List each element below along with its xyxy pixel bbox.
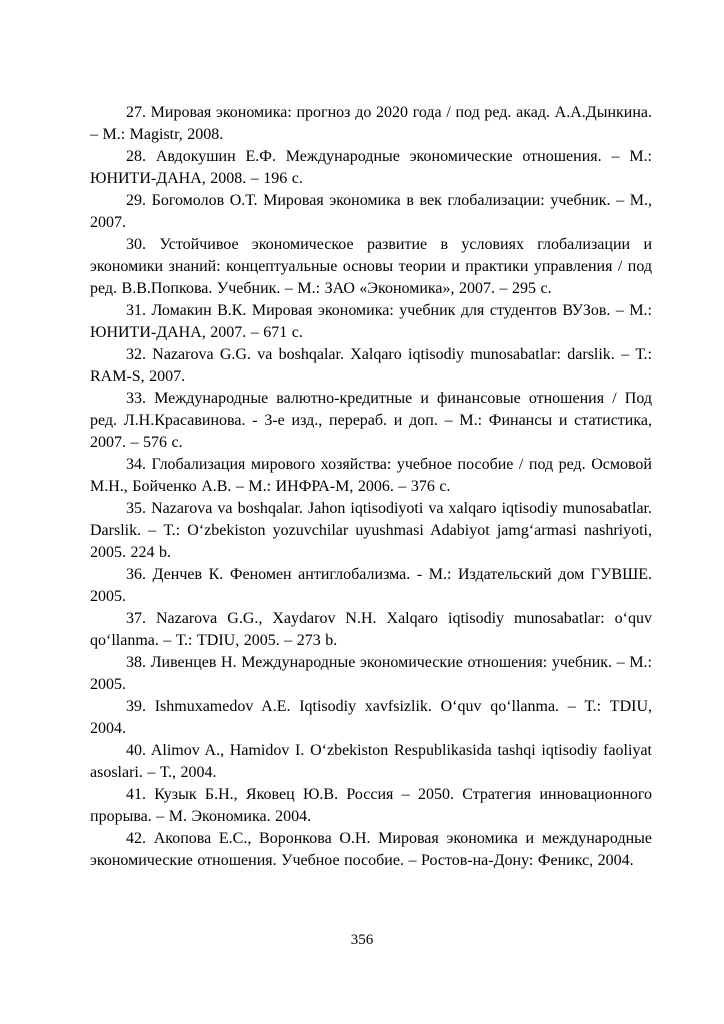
reference-entry: 35. Nazarova va boshqalar. Jahon iqtisodiyoti va xalqaro iqtisodiy munosabatlar. Darslik. – Т.: Oʻzbekiston yozuvchilar uyushmasi Adabiyot jamgʻarmasi nashriyoti, 2005. 224 b. <box>90 500 652 561</box>
reference-entry: 27. Мировая экономика: прогноз до 2020 года / под ред. акад. А.А.Дынкина. – М.: Magistr, 2008. <box>90 104 652 143</box>
reference-entry: 28. Авдокушин Е.Ф. Международные экономические отношения. – М.: ЮНИТИ-ДАНА, 2008. – 196 с. <box>90 148 652 187</box>
page-number: 356 <box>350 932 374 948</box>
reference-entry: 29. Богомолов О.Т. Мировая экономика в век глобализации: учебник. – М., 2007. <box>90 192 652 231</box>
reference-entry: 40. Alimov A., Hamidov I. Oʻzbekiston Respublikasida tashqi iqtisodiy faoliyat asoslari. – Т., 2004. <box>90 742 652 781</box>
reference-list <box>90 102 652 872</box>
reference-entry: 36. Денчев К. Феномен антиглобализма. - М.: Издательский дом ГУВШЕ. 2005. <box>90 566 652 605</box>
reference-entry: 34. Глобализация мирового хозяйства: учебное пособие / под ред. Осмовой М.Н., Бойченко А.В. – М.: ИНФРА-М, 2006. – 376 с. <box>90 456 652 495</box>
reference-entry: 30. Устойчивое экономическое развитие в условиях глобализации и экономики знаний: концептуальные основы теории и практики управления / под ред. В.В.Попкова. Учебник. – М.: ЗАО «Экономика», 2007. – 295 с. <box>90 236 652 297</box>
reference-entry: 38. Ливенцев Н. Международные экономические отношения: учебник. – М.: 2005. <box>90 654 652 693</box>
reference-entry: 33. Международные валютно-кредитные и финансовые отношения / Под ред. Л.Н.Красавинова. - 3-е изд., перераб. и доп. – М.: Финансы и статистика, 2007. – 576 с. <box>90 390 652 451</box>
reference-entry: 31. Ломакин В.К. Мировая экономика: учебник для студентов ВУЗов. – М.: ЮНИТИ-ДАНА, 2007. – 671 с. <box>90 302 652 341</box>
reference-entry: 39. Ishmuxamedov A.E. Iqtisodiy xavfsizlik. Oʻquv qoʻllanma. – Т.: TDIU, 2004. <box>90 698 652 737</box>
reference-entry: 37. Nazarova G.G., Xaydarov N.H. Xalqaro iqtisodiy munosabatlar: oʻquv qoʻllanma. – Т.: TDIU, 2005. – 273 b. <box>90 610 652 649</box>
reference-entry: 32. Nazarova G.G. va boshqalar. Xalqaro iqtisodiy munosabatlar: darslik. – Т.: RAM-S, 2007. <box>90 346 652 385</box>
reference-entry: 42. Акопова Е.С., Воронкова О.Н. Мировая экономика и международные экономические отношения. Учебное пособие. – Ростов-на-Дону: Феникс, 2004. <box>90 830 652 869</box>
reference-entry: 41. Кузык Б.Н., Яковец Ю.В. Россия – 2050. Стратегия инновационного прорыва. – М. Экономика. 2004. <box>90 786 652 825</box>
